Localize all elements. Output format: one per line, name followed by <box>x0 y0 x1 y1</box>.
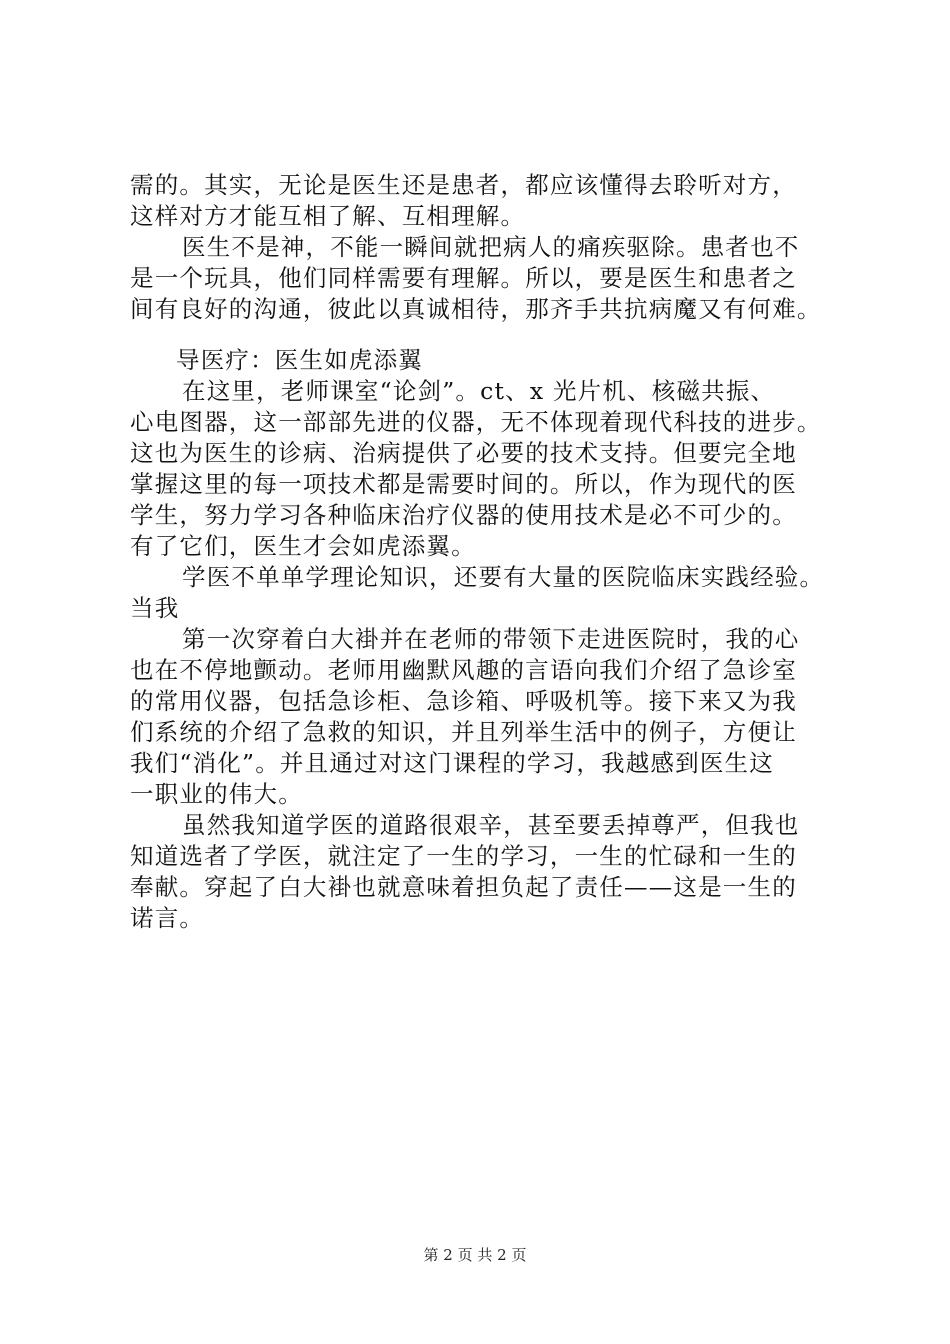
text-line: 在这里，老师课室“论剑”。ct、x 光片机、核磁共振、 <box>182 377 776 405</box>
text-line: 是一个玩具，他们同样需要有理解。所以，要是医生和患者之 <box>130 264 797 292</box>
text-line: 需的。其实，无论是医生还是患者，都应该懂得去聆听对方， <box>130 171 797 199</box>
text-line: 这也为医生的诊病、治病提供了必要的技术支持。但要完全地 <box>130 439 797 467</box>
text-line: 一职业的伟大。 <box>130 780 303 808</box>
text-line: 的常用仪器，包括急诊柜、急诊箱、呼吸机等。接下来又为我 <box>130 687 797 715</box>
text-line: 诺言。 <box>130 904 205 932</box>
paragraph <box>130 562 850 624</box>
paragraph <box>130 376 850 562</box>
document-body <box>130 170 850 934</box>
text-line: 掌握这里的每一项技术都是需要时间的。所以，作为现代的医 <box>130 470 797 498</box>
heading-text: 导医疗：医生如虎添翼 <box>176 346 423 374</box>
text-line: 当我 <box>130 594 180 622</box>
section-heading <box>130 345 850 376</box>
page-number: 第 2 页 共 2 页 <box>423 1246 527 1264</box>
paragraph <box>130 624 850 810</box>
text-line: 奉献。穿起了白大褂也就意味着担负起了责任——这是一生的 <box>130 873 797 901</box>
text-line: 有了它们，医生才会如虎添翼。 <box>130 532 476 560</box>
paragraph <box>130 170 850 232</box>
text-line: 我们“消化”。并且通过对这门课程的学习，我越感到医生这 <box>130 749 774 777</box>
text-line: 虽然我知道学医的道路很艰辛，甚至要丢掉尊严，但我也 <box>182 811 800 839</box>
page-footer <box>0 1244 950 1265</box>
text-line: 学医不单单学理论知识，还要有大量的医院临床实践经验。 <box>182 563 825 591</box>
text-line: 知道选者了学医，就注定了一生的学习，一生的忙碌和一生的 <box>130 842 797 870</box>
text-line: 第一次穿着白大褂并在老师的带领下走进医院时，我的心 <box>182 625 800 653</box>
text-line: 们系统的介绍了急救的知识，并且列举生活中的例子，方便让 <box>130 718 797 746</box>
text-line: 也在不停地颤动。老师用幽默风趣的言语向我们介绍了急诊室 <box>130 656 797 684</box>
text-line: 间有良好的沟通，彼此以真诚相待，那齐手共抗病魔又有何难。 <box>130 295 822 323</box>
text-line: 心电图器，这一部部先进的仪器，无不体现着现代科技的进步。 <box>130 408 822 436</box>
paragraph <box>130 810 850 934</box>
text-line: 学生，努力学习各种临床治疗仪器的使用技术是必不可少的。 <box>130 501 797 529</box>
text-line: 医生不是神，不能一瞬间就把病人的痛疾驱除。患者也不 <box>182 233 800 261</box>
paragraph <box>130 232 850 325</box>
text-line: 这样对方才能互相了解、互相理解。 <box>130 202 526 230</box>
